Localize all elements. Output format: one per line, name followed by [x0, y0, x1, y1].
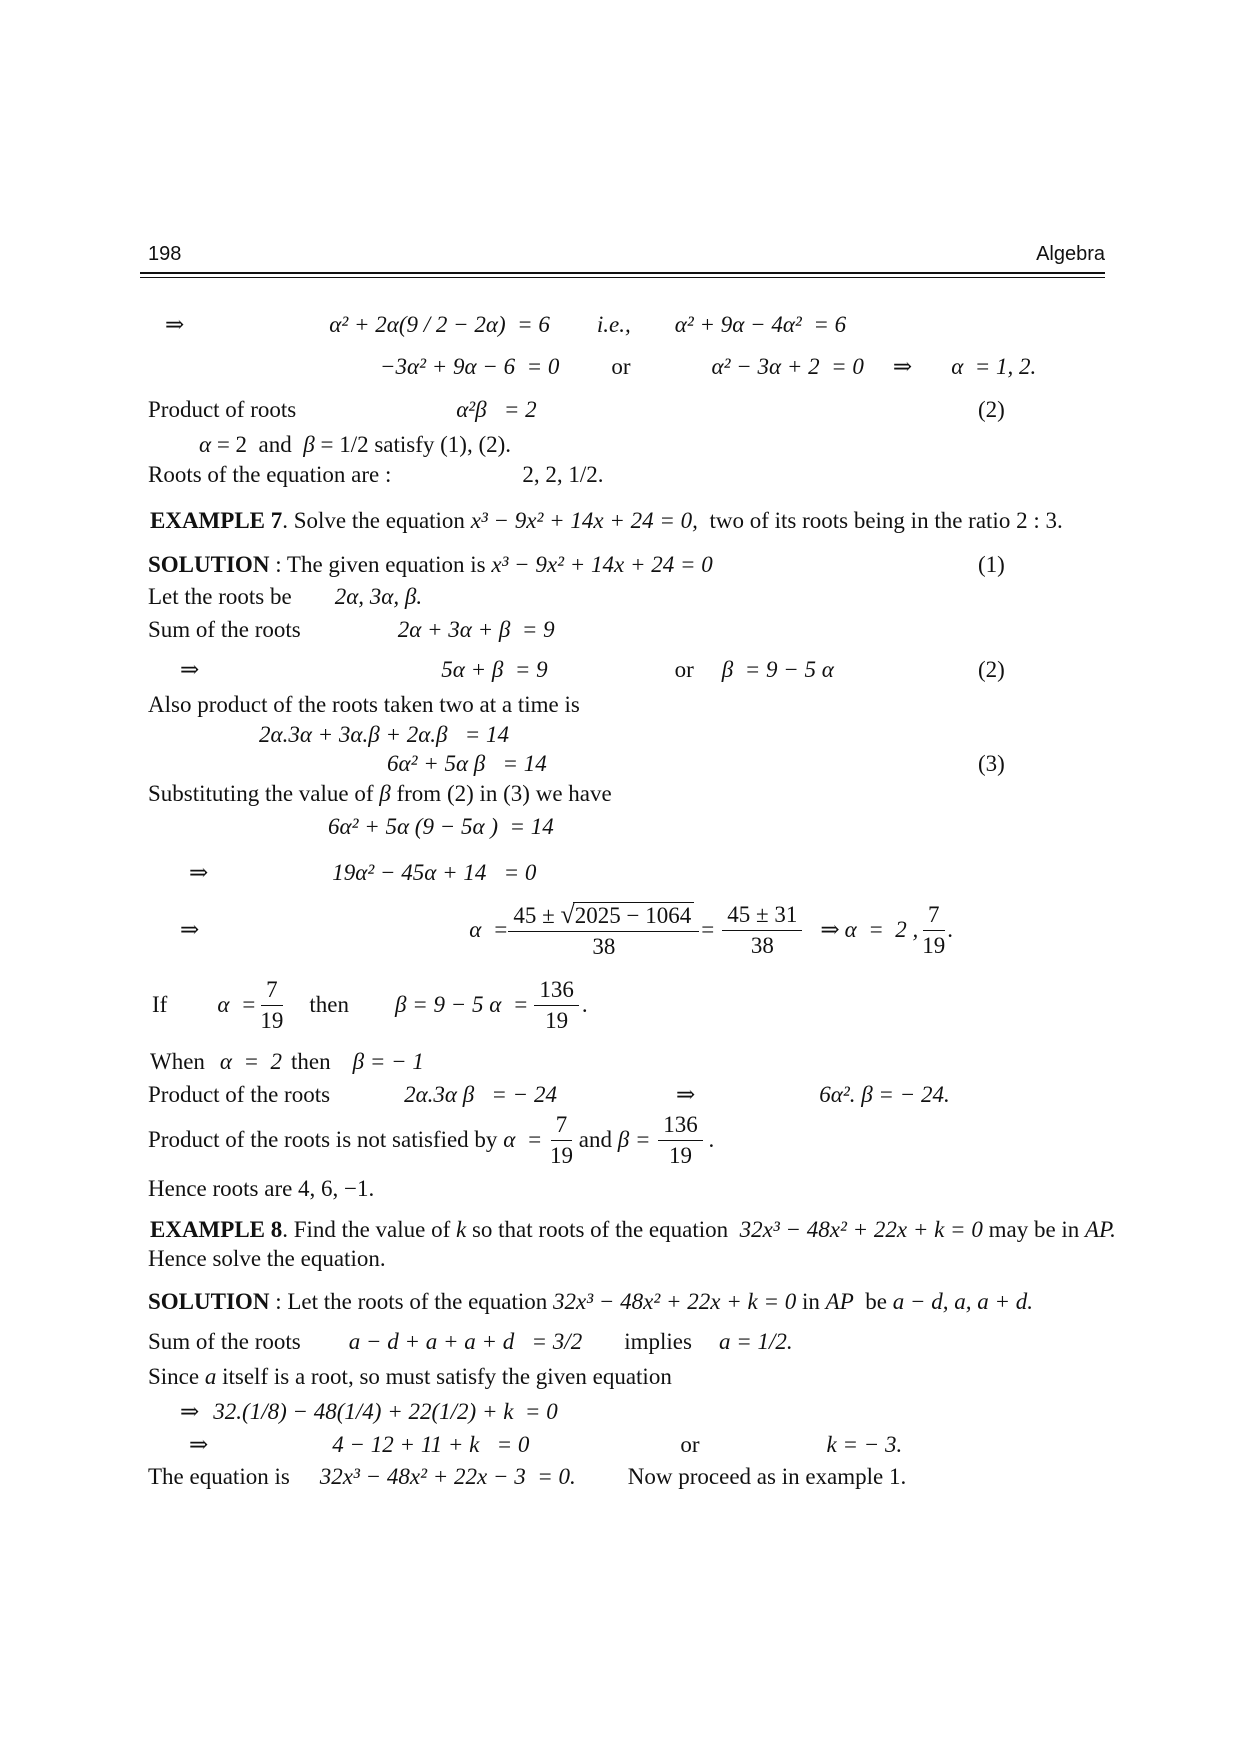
fraction-numerator: 136	[658, 1112, 703, 1141]
period: .	[702, 1127, 715, 1153]
fraction-denominator: 19	[922, 932, 946, 958]
chapter-title: Algebra	[1036, 243, 1105, 265]
fraction	[534, 977, 579, 1034]
text-run: may be in	[982, 1217, 1086, 1242]
text-run: . Solve the equation	[282, 508, 471, 533]
math-expression: 6α² + 5α β = 14	[387, 751, 547, 776]
text-line	[148, 1047, 1105, 1077]
text-run: Hence solve the equation.	[148, 1246, 386, 1271]
math-expression: a − d, a, a + d.	[892, 1289, 1034, 1314]
example-7-heading	[148, 506, 1105, 536]
radicand: 2025 − 1064	[573, 902, 694, 929]
math-var: k	[456, 1217, 467, 1242]
text-label: Sum of the roots	[148, 1329, 301, 1354]
text-run: When	[150, 1049, 205, 1074]
text-run: Also product of the roots taken two at a time is	[148, 692, 580, 717]
fraction-denominator: 19	[668, 1142, 692, 1168]
math-expression: β = 9 − 5 α	[721, 657, 834, 682]
math-expression: x³ − 9x² + 14x + 24 = 0	[491, 552, 713, 577]
equation-line	[148, 1327, 1105, 1357]
fraction	[658, 1112, 703, 1169]
equation-line	[148, 858, 1105, 888]
implies-arrow-icon: ⇒	[165, 312, 185, 337]
text-run: from (2) in (3) we have	[390, 781, 612, 806]
math-expression: 32x³ − 48x² + 22x + k = 0	[553, 1289, 797, 1314]
text-label: Product of roots	[148, 397, 297, 422]
solution-line	[148, 550, 1105, 580]
text-label: Let the roots be	[148, 584, 292, 609]
math-result: α = 2 ,	[844, 917, 919, 943]
equation-line	[148, 655, 1105, 685]
implies-arrow-icon: ⇒	[892, 354, 913, 379]
equation-line	[148, 1080, 1105, 1110]
text-label: Roots of the equation are :	[148, 462, 392, 487]
text-run: then	[291, 1049, 331, 1074]
math-expression: 32x³ − 48x² + 22x + k = 0	[739, 1217, 983, 1242]
equation-line-1	[148, 310, 1105, 340]
page-header	[148, 243, 1105, 266]
implies-arrow-icon: ⇒	[180, 1399, 200, 1424]
text-run: Hence roots are 4, 6, −1.	[148, 1176, 375, 1201]
fraction-numerator: 7	[923, 902, 945, 931]
implies-arrow-icon: ⇒	[189, 860, 209, 885]
text-line	[148, 1362, 1105, 1392]
connector-word: or	[674, 657, 694, 682]
math-var: AP	[825, 1289, 854, 1314]
math-var: a	[204, 1364, 217, 1389]
equation-line	[148, 812, 1105, 842]
math-expression: a − d + a + a + d = 3/2	[348, 1329, 583, 1354]
math-expression: β = − 1	[352, 1049, 424, 1074]
product-check-line	[148, 1112, 1105, 1168]
math-result: k = − 3.	[826, 1432, 903, 1457]
fraction-denominator: 19	[550, 1142, 574, 1168]
text-label: Product of the roots	[148, 1082, 331, 1107]
math-expression: 2α.3α + 3α.β + 2α.β = 14	[259, 722, 510, 747]
text-run: Since	[148, 1364, 205, 1389]
equals-sign: =	[701, 917, 715, 943]
text-run: then	[309, 992, 350, 1018]
fraction-numerator: 45 ± 31	[722, 902, 802, 931]
math-result: α = 1, 2.	[951, 354, 1037, 379]
fraction	[260, 977, 283, 1034]
text-run: : Let the roots of the equation	[269, 1289, 554, 1314]
math-expression: 4 − 12 + 11 + k = 0	[332, 1432, 530, 1457]
text-run: two of its roots being in the ratio 2 : 3.	[697, 508, 1063, 533]
text-run: implies	[624, 1329, 692, 1354]
case-alpha-line	[148, 972, 1105, 1038]
equation-line	[148, 1430, 1105, 1460]
implies-arrow-icon: ⇒	[180, 917, 200, 943]
math-expression: 2α, 3α, β.	[334, 584, 423, 609]
math-expression: α² − 3α + 2 = 0	[711, 354, 864, 379]
fraction	[550, 1112, 573, 1169]
equation-tag: (3)	[978, 751, 1005, 776]
text-run: and	[573, 1127, 618, 1153]
math-expression: α²β = 2	[456, 397, 537, 422]
text-run: Product of the roots is not satisfied by	[148, 1127, 504, 1153]
text-line	[148, 690, 1105, 720]
math-expression: 6α². β = − 24.	[819, 1082, 950, 1107]
implies-arrow-icon: ⇒	[675, 1082, 696, 1107]
math-expression: 6α² + 5α (9 − 5α ) = 14	[328, 814, 554, 839]
math-var: β	[379, 781, 391, 806]
connector-word: or	[611, 354, 631, 379]
text-line	[148, 779, 1105, 809]
equation-line	[148, 749, 1105, 779]
math-expression: α =	[469, 917, 509, 943]
math-expression: 5α + β = 9	[441, 657, 548, 682]
text-run: : The given equation is	[269, 552, 492, 577]
text-run: in	[796, 1289, 826, 1314]
text-run: Now proceed as in example 1.	[627, 1464, 907, 1489]
example-label: EXAMPLE 7	[150, 508, 283, 533]
text-run: Substituting the value of	[148, 781, 380, 806]
text-run: = 1/2 satisfy (1), (2).	[314, 432, 512, 457]
math-expression: α =	[503, 1127, 549, 1153]
page-number: 198	[148, 243, 182, 265]
math-expression: α² + 9α − 4α² = 6	[674, 312, 847, 337]
implies-arrow-icon: ⇒	[180, 657, 200, 682]
math-result: a = 1/2.	[718, 1329, 793, 1354]
equation-line	[148, 1397, 1105, 1427]
math-expression: x³ − 9x² + 14x + 24 = 0,	[470, 508, 698, 533]
fraction	[722, 902, 802, 959]
text-run: itself is a root, so must satisfy the given equation	[216, 1364, 672, 1389]
fraction-numerator: 7	[261, 977, 283, 1006]
math-expression: α = 2	[219, 1049, 283, 1074]
equation-tag: (2)	[978, 397, 1005, 422]
solution-label: SOLUTION	[148, 552, 270, 577]
text-label: The equation is	[148, 1464, 290, 1489]
math-expression: β =	[617, 1127, 657, 1153]
fraction-numerator: 136	[534, 977, 579, 1006]
roots-value: 2, 2, 1/2.	[522, 462, 604, 487]
period: .	[581, 992, 588, 1018]
math-expression: 2α + 3α + β = 9	[397, 617, 555, 642]
math-expression: −3α² + 9α − 6 = 0	[380, 354, 560, 379]
fraction-numerator: 7	[551, 1112, 573, 1141]
equation-tag: (1)	[978, 552, 1005, 577]
fraction-denominator: 19	[260, 1007, 284, 1033]
math-expression: β = 9 − 5 α =	[395, 992, 529, 1018]
text-line	[148, 615, 1105, 645]
text-line	[148, 460, 1105, 490]
fraction-numerator	[508, 900, 699, 932]
math-expression: 32x³ − 48x² + 22x − 3 = 0.	[319, 1464, 576, 1489]
example-label: EXAMPLE 8	[150, 1217, 283, 1242]
text-label: Sum of the roots	[148, 617, 301, 642]
math-expression: α² + 2α(9 / 2 − 2α) = 6	[329, 312, 550, 337]
fraction-denominator: 19	[545, 1007, 569, 1033]
math-expression: 32.(1/8) − 48(1/4) + 22(1/2) + k = 0	[213, 1399, 558, 1424]
header-rule	[140, 272, 1105, 278]
math-expression: 19α² − 45α + 14 = 0	[332, 860, 537, 885]
square-root	[561, 900, 695, 929]
fraction	[508, 900, 699, 960]
fraction	[922, 902, 945, 959]
fraction-denominator: 38	[592, 934, 616, 960]
radical-sign-icon: √	[560, 900, 575, 930]
text-run: so that roots of the equation	[466, 1217, 740, 1242]
period: .	[947, 917, 953, 943]
text-run: . Find the value of	[282, 1217, 456, 1242]
text-line	[148, 1174, 1105, 1204]
closing-line	[148, 1462, 1105, 1492]
math-var: α	[199, 432, 212, 457]
text-line	[148, 582, 1105, 612]
solution-line	[148, 1287, 1105, 1317]
text-run: If	[152, 992, 168, 1018]
example-8-heading	[148, 1215, 1116, 1245]
connector-word: or	[680, 1432, 700, 1457]
fraction-denominator: 38	[750, 932, 774, 958]
math-expression: α =	[217, 992, 257, 1018]
text-run: be	[853, 1289, 893, 1314]
math-var: AP.	[1085, 1217, 1116, 1242]
math-expression: 2α.3α β = − 24	[404, 1082, 557, 1107]
text-line	[148, 430, 1105, 460]
implies-arrow-icon: ⇒	[189, 1432, 209, 1457]
equation-line	[148, 720, 1105, 750]
equation-line-2	[148, 352, 1105, 382]
quadratic-formula-line	[148, 897, 1105, 963]
numerator-prefix: 45 ±	[513, 903, 561, 929]
equation-tag: (2)	[978, 657, 1005, 682]
implies-arrow-icon: ⇒	[820, 917, 840, 943]
math-var: β	[303, 432, 315, 457]
equation-line-3	[148, 395, 1105, 425]
text-line	[148, 1244, 1105, 1274]
solution-label: SOLUTION	[148, 1289, 270, 1314]
text-run: = 2 and	[211, 432, 304, 457]
connector-word: i.e.,	[596, 312, 631, 337]
